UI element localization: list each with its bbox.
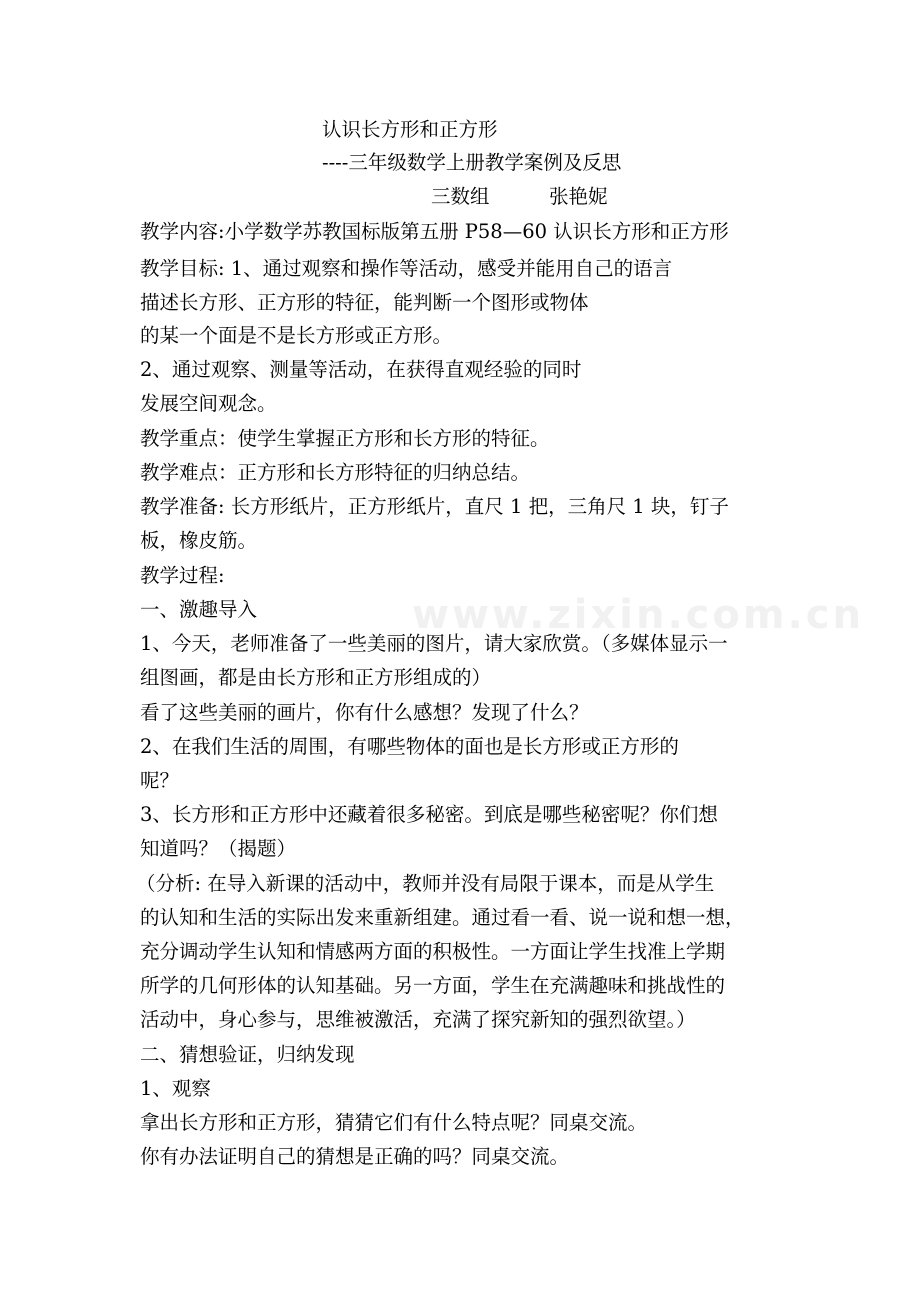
- line-teaching-goal-4: 2、通过观察、测量等活动，在获得直观经验的同时: [140, 358, 582, 381]
- line-step-1b: 组图画，都是由长方形和正方形组成的）: [140, 666, 492, 689]
- line-key-point: 教学重点：使学生掌握正方形和长方形的特征。: [140, 427, 550, 450]
- line-process-heading: 教学过程:: [140, 564, 225, 587]
- line-step-3a: 3、长方形和正方形中还藏着很多秘密。到底是哪些秘密呢？你们想: [140, 803, 718, 826]
- line-step-3b: 知道吗？（揭题）: [140, 837, 297, 860]
- line-analysis-2: 的认知和生活的实际出发来重新组建。通过看一看、说一说和想一想，: [140, 906, 745, 929]
- line-preparation-2: 板，橡皮筋。: [140, 529, 258, 552]
- line-step-2b: 呢？: [140, 769, 180, 792]
- section-heading-1: 一、激趣导入: [140, 598, 258, 621]
- line-difficult-point: 教学难点：正方形和长方形特征的归纳总结。: [140, 461, 531, 484]
- line-guess: 拿出长方形和正方形，猜猜它们有什么特点呢？同桌交流。: [140, 1111, 648, 1134]
- line-preparation-1: 教学准备: 长方形纸片，正方形纸片，直尺 1 把，三角尺 1 块，钉子: [140, 495, 729, 518]
- line-observe: 1、观察: [140, 1077, 211, 1100]
- document-title: 认识长方形和正方形: [322, 118, 498, 141]
- line-teaching-content: 教学内容:小学数学苏教国标版第五册 P58—60 认识长方形和正方形: [140, 220, 729, 243]
- line-teaching-goal-3: 的某一个面是不是长方形或正方形。: [140, 324, 453, 347]
- line-analysis-4: 所学的几何形体的认知基础。另一方面，学生在充满趣味和挑战性的: [140, 974, 726, 997]
- line-analysis-5: 活动中，身心参与，思维被激活，充满了探究新知的强烈欲望。）: [140, 1008, 696, 1031]
- section-heading-2: 二、猜想验证，归纳发现: [140, 1043, 355, 1066]
- document-subtitle: ----三年级数学上册教学案例及反思: [322, 151, 622, 174]
- author-group: 三数组: [431, 185, 490, 208]
- watermark: www.zixin.com.cn: [412, 592, 864, 638]
- line-teaching-goal-5: 发展空间观念。: [140, 392, 277, 415]
- line-teaching-goal-1: 教学目标: 1、通过观察和操作等活动，感受并能用自己的语言: [140, 257, 673, 280]
- line-step-2a: 2、在我们生活的周围，有哪些物体的面也是长方形或正方形的: [140, 735, 679, 758]
- line-step-1a: 1、今天，老师准备了一些美丽的图片，请大家欣赏。（多媒体显示一: [140, 632, 728, 655]
- line-verify: 你有办法证明自己的猜想是正确的吗？同桌交流。: [140, 1145, 570, 1168]
- line-analysis-3: 充分调动学生认知和情感两方面的积极性。一方面让学生找准上学期: [140, 940, 726, 963]
- line-question: 看了这些美丽的画片，你有什么感想？发现了什么？: [140, 701, 589, 724]
- author-name: 张艳妮: [549, 185, 608, 208]
- line-teaching-goal-2: 描述长方形、正方形的特征，能判断一个图形或物体: [140, 291, 589, 314]
- line-analysis-1: （分析: 在导入新课的活动中，教师并没有局限于课本，而是从学生: [136, 872, 715, 895]
